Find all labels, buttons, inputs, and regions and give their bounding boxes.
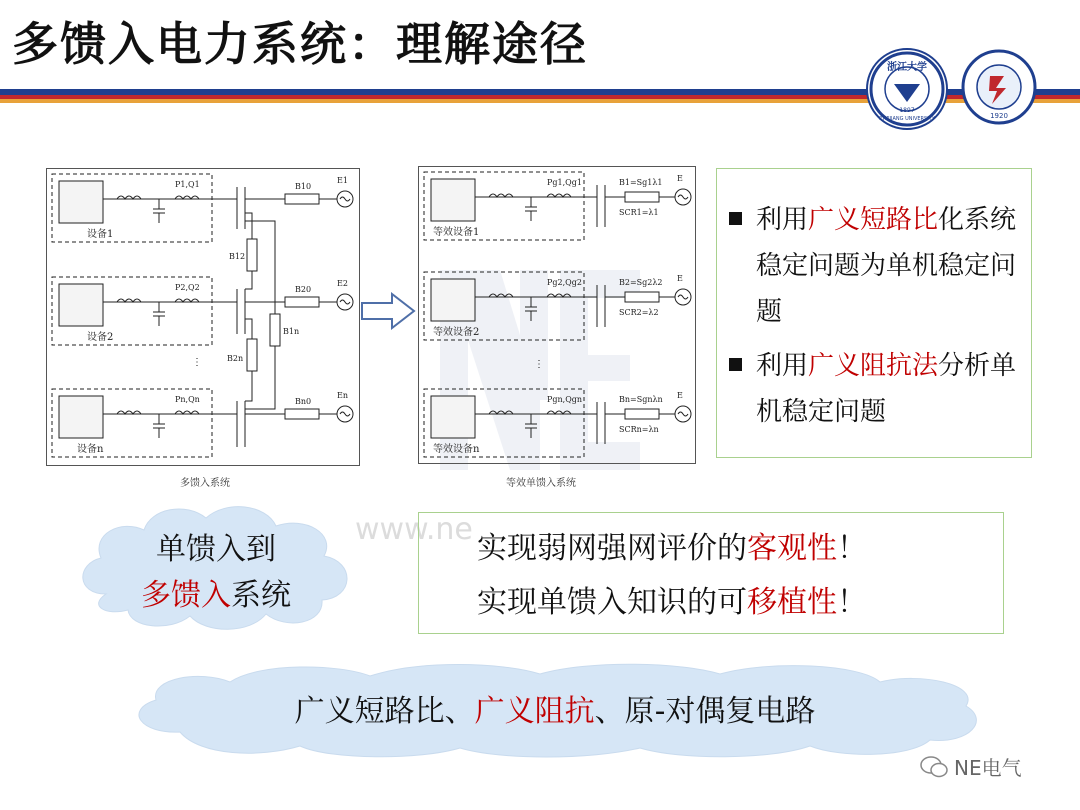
cloud-bottom-text: 广义短路比、广义阻抗、原-对偶复电路: [294, 694, 816, 729]
eq-pq1-label: Pg1,Qg1: [547, 178, 582, 187]
eq-device2-label: 等效设备2: [433, 327, 480, 338]
eq-b1-label: B1=Sg1λ1: [619, 178, 663, 187]
svg-text:浙江大学: 浙江大学: [887, 62, 927, 73]
square-bullet-icon: [729, 358, 742, 371]
multi-infeed-diagram: [46, 168, 360, 466]
single-infeed-circuit: [419, 167, 695, 463]
cloud-callout-bottom: [120, 660, 990, 760]
cloud-left-line1: 单馈入到: [156, 532, 276, 567]
objective-line-2: 实现单馈入知识的可移植性！: [477, 585, 867, 620]
b2n-label: B2n: [227, 354, 244, 363]
scr1-label: SCR1=λ1: [619, 208, 659, 217]
b1n-label: B1n: [283, 327, 300, 336]
b10-label: B10: [295, 182, 312, 191]
devicen-label: 设备n: [77, 444, 104, 455]
b12-label: B12: [229, 252, 246, 261]
eq-b2-label: B2=Sg2λ2: [619, 278, 663, 287]
ellipsis-right: ⋮: [534, 359, 544, 370]
pq1-label: P1,Q1: [175, 180, 200, 189]
watermark-url: www.ne: [355, 512, 473, 547]
square-bullet-icon: [729, 212, 742, 225]
cloud-callout-left: [66, 494, 366, 634]
bullet-item-gscr: 利用广义短路比化系统稳定问题为单机稳定问题: [729, 197, 1017, 335]
bn0-label: Bn0: [295, 397, 312, 406]
eq-pqn-label: Pgn,Qgn: [547, 395, 583, 404]
en-label: En: [337, 391, 348, 400]
eq-bn-label: Bn=Sgnλn: [619, 395, 663, 404]
single-infeed-caption: 等效单馈入系统: [506, 478, 576, 489]
brand-label: NE电气: [954, 756, 1022, 780]
college-logo: [960, 48, 1038, 126]
device2-label: 设备2: [87, 332, 114, 343]
zju-seal-icon: [868, 50, 946, 128]
page-title: 多馈入电力系统：理解途径: [12, 17, 588, 71]
wechat-icon: [920, 756, 948, 778]
college-seal-icon: [960, 48, 1038, 126]
scrn-label: SCRn=λn: [619, 425, 659, 434]
method-bullets-box: [716, 168, 1032, 458]
wechat-brand: [920, 752, 1022, 781]
objectives-box: [418, 512, 1004, 634]
device1-label: 设备1: [87, 229, 114, 240]
eq-e1-label: E: [677, 174, 683, 183]
eq-devicen-label: 等效设备n: [433, 444, 480, 455]
multi-infeed-circuit: [47, 169, 359, 465]
e1-label: E1: [337, 176, 348, 185]
svg-text:1897: 1897: [899, 107, 915, 114]
svg-text:ZHEJIANG UNIVERSITY: ZHEJIANG UNIVERSITY: [879, 116, 935, 122]
bullet-item-impedance: 利用广义阻抗法分析单机稳定问题: [729, 343, 1017, 435]
e2-label: E2: [337, 279, 348, 288]
objective-line-1: 实现弱网强网评价的客观性！: [477, 531, 867, 566]
ellipsis-left: ⋮: [192, 357, 202, 368]
svg-text:1920: 1920: [990, 112, 1008, 120]
pq2-label: P2,Q2: [175, 283, 200, 292]
scr2-label: SCR2=λ2: [619, 308, 659, 317]
equivalent-single-infeed-diagram: [418, 166, 696, 464]
eq-pq2-label: Pg2,Qg2: [547, 278, 582, 287]
eq-device1-label: 等效设备1: [433, 227, 480, 238]
multi-infeed-caption: 多馈入系统: [180, 478, 230, 489]
eq-e2-label: E: [677, 274, 683, 283]
right-arrow-icon: [360, 292, 416, 334]
b20-label: B20: [295, 285, 312, 294]
cloud-left-line2: 多馈入系统: [141, 578, 291, 613]
pqn-label: Pn,Qn: [175, 395, 200, 404]
zhejiang-university-logo: [866, 48, 948, 130]
eq-en-label: E: [677, 391, 683, 400]
